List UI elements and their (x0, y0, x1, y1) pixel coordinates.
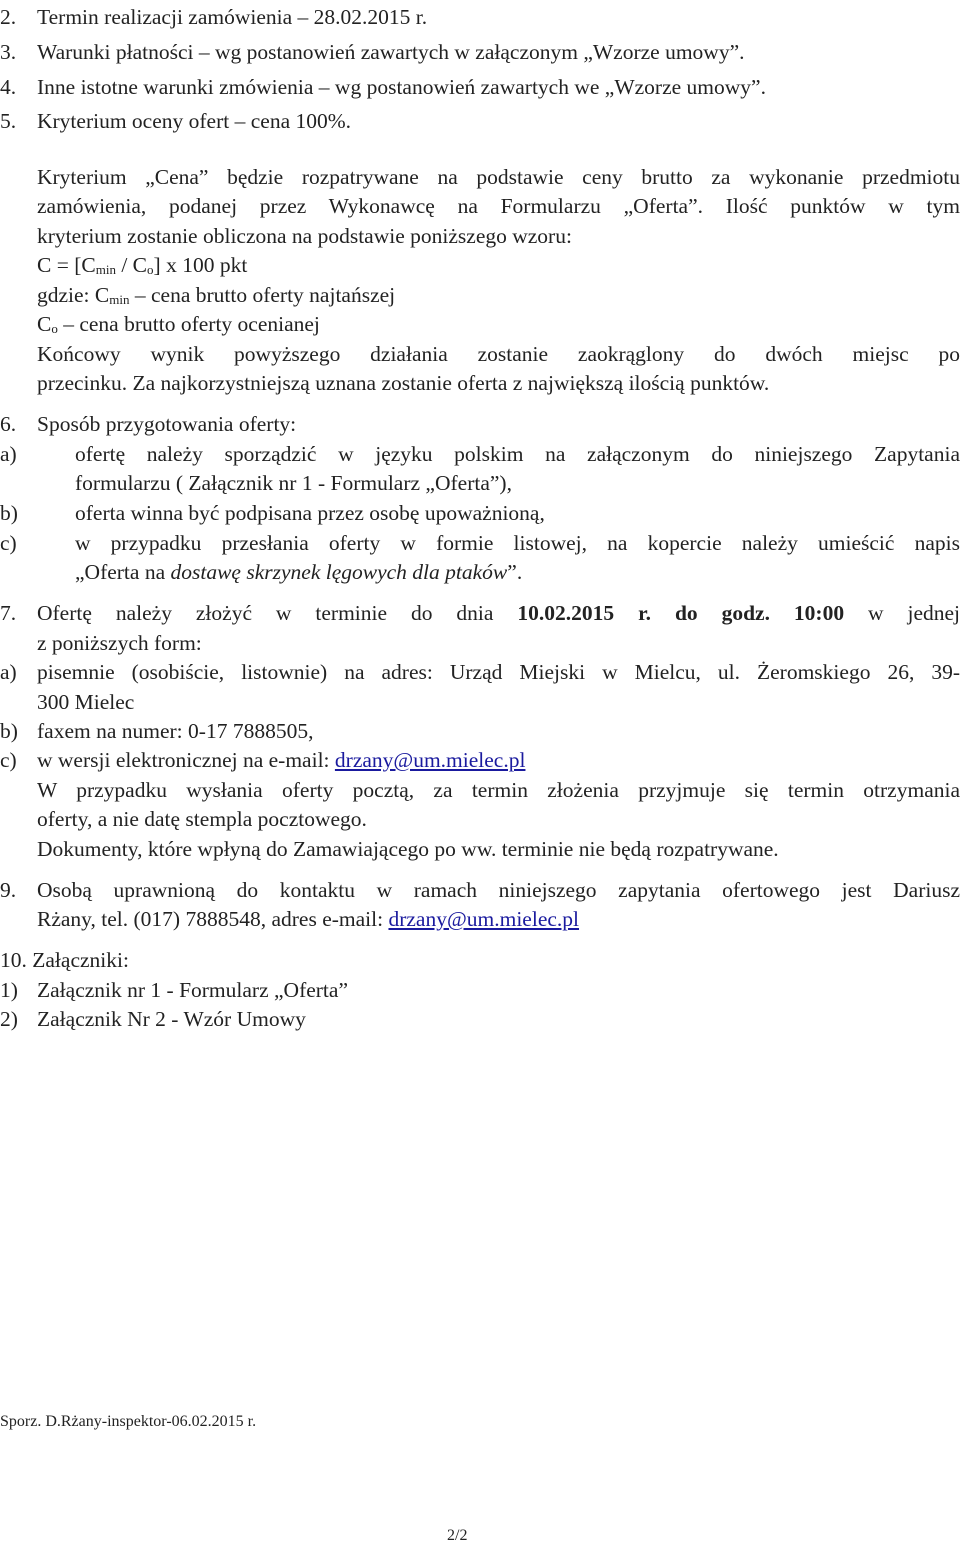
item-3-number: 3. (0, 40, 17, 64)
section-7-p1-line-1: W przypadku wysłania oferty pocztą, za termin złożenia przyjmuje się termin otrzymania (37, 778, 960, 802)
section-7-line-1 (37, 599, 960, 628)
formula-c: C = [C (37, 253, 96, 277)
section-6-a-line-1: ofertę należy sporządzić w języku polskim na załączonym do niniejszego Zapytania (75, 442, 960, 466)
section-6-number: 6. (0, 412, 17, 436)
criterion-line-3: kryterium zostanie obliczona na podstawie poniższego wzoru: (37, 224, 572, 248)
email-link[interactable]: drzany@um.mielec.pl (334, 748, 526, 772)
criterion-line-2a: zamówienia, podanej przez Wykonawcę na Formularzu „Oferta”. (37, 194, 704, 218)
criterion-line-1: Kryterium „Cena” będzie rozpatrywane na podstawie ceny brutto za wykonanie przedmiotu (37, 165, 960, 189)
page-number: 2/2 (447, 1527, 468, 1544)
item-2-number: 2. (0, 5, 17, 29)
section-7-c-line (37, 746, 525, 775)
attachment-2-label: 2) (0, 1007, 18, 1031)
section-6-a-line-2: formularzu ( Załącznik nr 1 - Formularz „Oferta”), (75, 471, 512, 495)
formula-where (37, 281, 395, 310)
criterion-line-2b: Ilość punktów w tym (703, 194, 960, 218)
item-5-number: 5. (0, 109, 17, 133)
section-7-l1a: Ofertę należy złożyć w terminie do dnia (37, 601, 494, 625)
c-line-2c: ”. (507, 560, 523, 584)
section-7-number: 7. (0, 601, 17, 625)
section-10-title: 10. Załączniki: (0, 948, 129, 972)
where-min: min (109, 292, 130, 307)
attachment-2-text: Załącznik Nr 2 - Wzór Umowy (37, 1007, 306, 1031)
section-7-l1c: w jednej (868, 601, 960, 625)
criterion-result-1: Końcowy wynik powyższego działania zostanie zaokrąglony do dwóch miejsc po (37, 342, 960, 366)
formula-o: o (147, 262, 154, 277)
section-7-b-label: b) (0, 719, 18, 743)
c-line-2a: „Oferta na (75, 560, 171, 584)
attachment-1-label: 1) (0, 978, 18, 1002)
section-7-c-text: w wersji elektronicznej na e-mail: (37, 748, 335, 772)
item-5 (0, 107, 351, 136)
formula-co (37, 310, 320, 339)
section-6-c-line-2 (75, 558, 522, 587)
formula-slash: / C (115, 253, 148, 277)
item-2 (0, 3, 427, 32)
section-9-line-2-text: Rżany, tel. (017) 7888548, adres e-mail: (37, 907, 389, 931)
where-desc: – cena brutto oferty najtańszej (129, 283, 396, 307)
section-7-a-line-1: pisemnie (osobiście, listownie) na adres: Urząd Miejski w Mielcu, ul. Żeromskiego 26, 39- (37, 660, 960, 684)
section-7-p2: Dokumenty, które wpłyną do Zamawiającego po ww. terminie nie będą rozpatrywane. (37, 837, 779, 861)
item-3 (0, 38, 745, 67)
section-6-c-label: c) (0, 531, 17, 555)
formula-min: min (95, 262, 116, 277)
contact-email-link[interactable]: drzany@um.mielec.pl (388, 907, 580, 931)
attachment-1-text: Załącznik nr 1 - Formularz „Oferta” (37, 978, 348, 1002)
co-c: C (37, 312, 52, 336)
section-9-number: 9. (0, 878, 17, 902)
item-4 (0, 73, 766, 102)
co-o: o (51, 321, 58, 336)
section-6-c-line-1: w przypadku przesłania oferty w formie listowej, na kopercie należy umieścić napis (75, 531, 960, 555)
section-7-line-2: z poniższych form: (37, 631, 202, 655)
section-7-deadline: 10.02.2015 r. do godz. 10:00 (517, 601, 845, 625)
section-6-a-label: a) (0, 442, 17, 466)
c-line-2-italic: dostawę skrzynek lęgowych dla ptaków (170, 560, 508, 584)
item-4-number: 4. (0, 75, 17, 99)
section-6-title: Sposób przygotowania oferty: (37, 412, 297, 436)
section-7-a-line-2: 300 Mielec (37, 690, 135, 714)
section-9-line-2 (37, 905, 579, 934)
item-5-text: Kryterium oceny ofert – cena 100%. (37, 109, 352, 133)
section-7-p1-line-2: oferty, a nie datę stempla pocztowego. (37, 807, 367, 831)
section-7-c-label: c) (0, 748, 17, 772)
item-4-text: Inne istotne warunki zmówienia – wg postanowień zawartych we „Wzorze umowy”. (37, 75, 766, 99)
section-6-b-label: b) (0, 501, 18, 525)
item-3-text: Warunki płatności – wg postanowień zawartych w załączonym „Wzorze umowy”. (37, 40, 745, 64)
formula (37, 251, 247, 280)
co-desc: – cena brutto oferty ocenianej (57, 312, 320, 336)
criterion-result-2: przecinku. Za najkorzystniejszą uznana zostanie oferta z największą ilością punktów. (37, 371, 770, 395)
item-2-text: Termin realizacji zamówienia – 28.02.2015 r. (37, 5, 428, 29)
footer-author: Sporz. D.Rżany-inspektor-06.02.2015 r. (0, 1413, 257, 1430)
criterion-line-2 (37, 192, 960, 221)
section-9-line-1: Osobą uprawnioną do kontaktu w ramach niniejszego zapytania ofertowego jest Dariusz (37, 878, 960, 902)
section-6-heading (0, 410, 296, 439)
section-6-b-text: oferta winna być podpisana przez osobę upoważnioną, (75, 501, 545, 525)
formula-rest: ] x 100 pkt (153, 253, 248, 277)
section-7-b-text: faxem na numer: 0-17 7888505, (37, 719, 314, 743)
section-7-a-label: a) (0, 660, 17, 684)
where-lead: gdzie: C (37, 283, 110, 307)
